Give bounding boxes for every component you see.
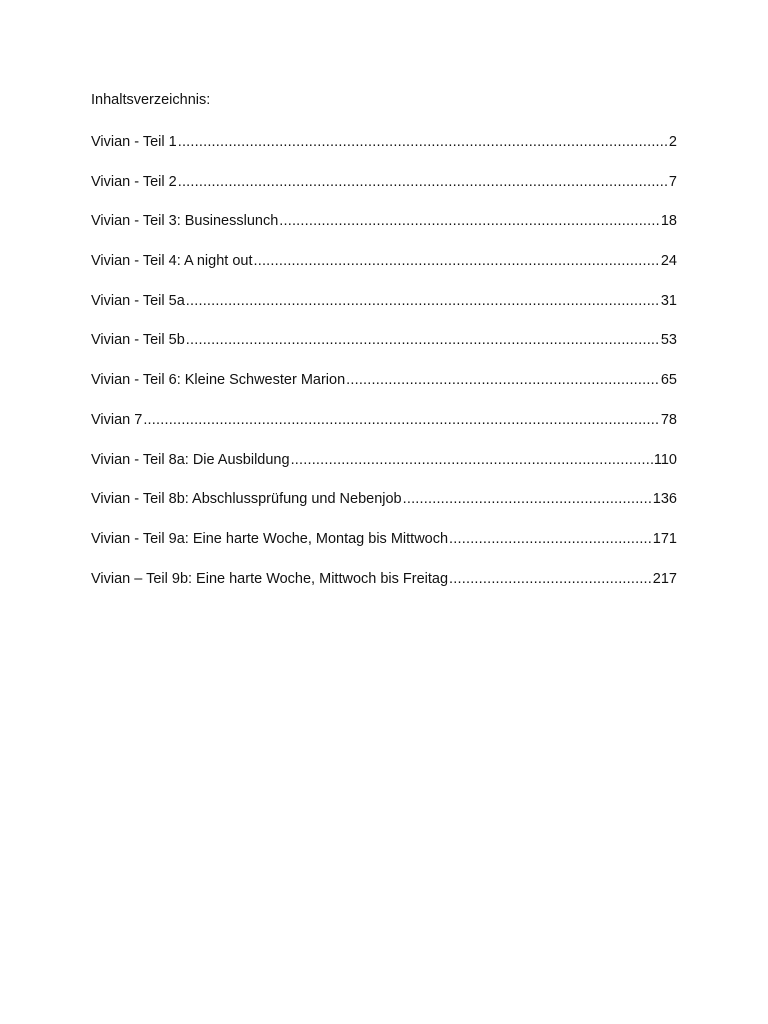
toc-entry-page: 53 — [660, 332, 677, 349]
toc-entry-title: Vivian - Teil 8a: Die Ausbildung — [91, 451, 290, 468]
toc-entry-title: Vivian - Teil 9a: Eine harte Woche, Montag bis Mittwoch — [91, 530, 449, 547]
dot-leader — [178, 132, 668, 152]
dot-leader — [186, 291, 660, 311]
toc-entry-title: Vivian - Teil 3: Businesslunch — [91, 213, 279, 230]
toc-entry-title: Vivian - Teil 4: A night out — [91, 253, 253, 270]
dot-leader — [178, 172, 668, 192]
toc-entry-page: 7 — [668, 173, 677, 190]
dot-leader — [346, 370, 660, 390]
toc-entry-title: Vivian – Teil 9b: Eine harte Woche, Mittwoch bis Freitag — [91, 570, 449, 587]
toc-entry-title: Vivian - Teil 5b — [91, 332, 185, 349]
toc-entry-page: 217 — [652, 570, 677, 587]
toc-entry-page: 18 — [660, 213, 677, 230]
dot-leader — [254, 251, 660, 271]
toc-entry-page: 136 — [652, 491, 677, 508]
toc-entry-page: 78 — [660, 411, 677, 428]
toc-entry-page: 31 — [660, 292, 677, 309]
dot-leader — [143, 410, 660, 430]
toc-entry[interactable] — [91, 370, 677, 390]
toc-entry-page: 2 — [668, 134, 677, 150]
dot-leader — [186, 330, 660, 350]
toc-entry[interactable] — [91, 529, 677, 549]
toc-entry[interactable] — [91, 450, 677, 470]
toc-entry[interactable] — [91, 132, 677, 152]
toc-entry-page: 24 — [660, 253, 677, 270]
toc-heading: Inhaltsverzeichnis: — [91, 92, 211, 108]
dot-leader — [403, 489, 652, 509]
dot-leader — [449, 529, 652, 549]
dot-leader — [449, 569, 652, 589]
toc-entry-title: Vivian - Teil 2 — [91, 173, 177, 190]
toc-entry[interactable] — [91, 291, 677, 311]
toc-entry[interactable] — [91, 211, 677, 231]
toc-list — [91, 132, 677, 608]
toc-entry-title: Vivian - Teil 6: Kleine Schwester Marion — [91, 372, 346, 389]
toc-entry-page: 171 — [652, 530, 677, 547]
toc-entry-title: Vivian 7 — [91, 411, 143, 428]
toc-entry[interactable] — [91, 489, 677, 509]
toc-entry-page: 110 — [653, 451, 677, 468]
toc-entry-title: Vivian - Teil 8b: Abschlussprüfung und Nebenjob — [91, 491, 402, 508]
toc-entry[interactable] — [91, 330, 677, 350]
toc-entry[interactable] — [91, 172, 677, 192]
dot-leader — [291, 450, 653, 470]
toc-entry[interactable] — [91, 569, 677, 589]
dot-leader — [279, 211, 660, 231]
toc-entry-title: Vivian - Teil 5a — [91, 292, 185, 309]
toc-entry-title: Vivian - Teil 1 — [91, 134, 177, 150]
toc-entry-page: 65 — [660, 372, 677, 389]
toc-entry[interactable] — [91, 251, 677, 271]
toc-entry[interactable] — [91, 410, 677, 430]
